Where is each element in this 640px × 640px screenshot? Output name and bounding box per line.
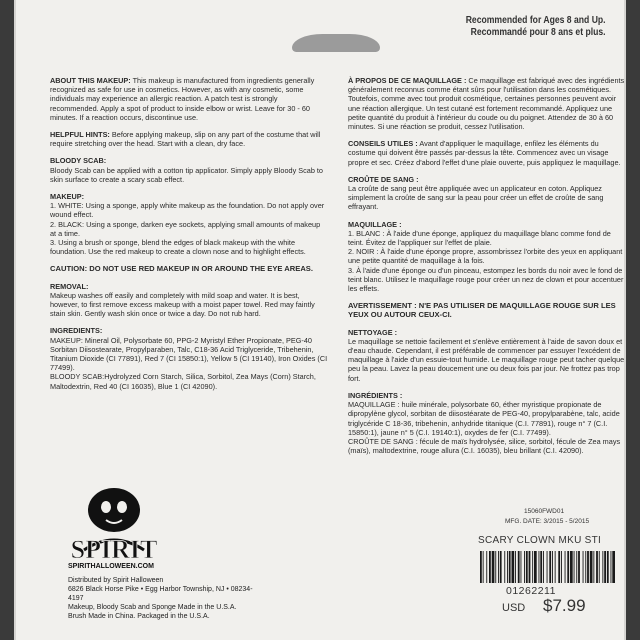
barcode-bar [565, 551, 566, 583]
makeup-step-2-fr: 2. NOIR : À l'aide d'une éponge propre, assombrissez l'orbite des yeux en appliquant une petite quantité de maquillage à la fois. [348, 247, 623, 266]
barcode-bar [543, 551, 544, 583]
ingredients-heading-fr: INGRÉDIENTS : [348, 390, 403, 400]
barcode-bar [583, 551, 584, 583]
scab-heading-fr: CROÛTE DE SANG : [348, 174, 419, 184]
english-column [50, 76, 328, 399]
barcode-bar [483, 551, 484, 583]
brand-url: SPIRITHALLOWEEN.COM [68, 563, 154, 570]
distributor-line-3: Makeup, Bloody Scab and Sponge Made in the U.S.A. [68, 604, 237, 611]
barcode-bar [486, 551, 487, 583]
removal-text: Makeup washes off easily and completely with mild soap and water. It is best, however, to first remove excess makeup with a moist paper towel. Red may faintly stain skin. Gently wash skin once or twice a day. Do not rub hard. [50, 290, 315, 319]
barcode-bar [495, 551, 496, 583]
barcode-bar [489, 551, 491, 583]
makeup-step-3-fr: 3. À l'aide d'une éponge ou d'un pinceau, estompez les bords du noir avec le fond de teint blanc. Utilisez le maquillage rouge pour créer un nez de clown et pour accentuer les effets. [348, 265, 624, 294]
scab-section-fr [348, 175, 626, 212]
barcode-bar [480, 551, 482, 583]
makeup-step-2: 2. BLACK: Using a sponge, darken eye sockets, applying small amounts of makeup at a time. [50, 219, 321, 238]
product-code: 15060FWD01 [524, 508, 565, 515]
barcode-bar [611, 551, 612, 583]
hints-heading-fr: CONSEILS UTILES : [348, 139, 418, 149]
hints-text-fr: Avant d'appliquer le maquillage, enfilez les éléments du costume qui doivent être passés par-dessus la tête. Commencez avec un visage propre et sec. Créez d'abord l'effet d'une plaie ouverte, puis appliquez le maquillage. [348, 139, 621, 167]
barcode-bar [504, 551, 505, 583]
removal-section-fr [348, 328, 626, 383]
makeup-step-3: 3. Using a brush or sponge, blend the edges of black makeup with the white foundation. Use the red makeup to create a clown nose and to highlight effects. [50, 238, 306, 257]
barcode-bar [539, 551, 540, 583]
ingredients-scab-fr: CROÛTE DE SANG : fécule de maïs hydrolysée, silice, sorbitol, fécule de Zea mays (maïs), maltodextrine, rouge allura (C.I. 16035), bleu brillant (C.I. 42090). [348, 436, 621, 456]
barcode-bar [604, 551, 606, 583]
barcode-bar [599, 551, 600, 583]
barcode-bar [558, 551, 560, 583]
distributor-line-2: 6826 Black Horse Pike • Egg Harbor Township, NJ • 08234-4197 [68, 586, 253, 602]
makeup-section-fr [348, 220, 626, 294]
barcode-bar [518, 551, 520, 583]
distributor-info [68, 576, 268, 621]
barcode-bar [612, 551, 615, 583]
makeup-heading-fr: MAQUILLAGE : [348, 219, 402, 229]
barcode-bar [574, 551, 575, 583]
barcode-bar [607, 551, 609, 583]
ingredients-section-fr [348, 391, 626, 455]
hints-section [50, 130, 328, 148]
french-column [348, 76, 626, 463]
distributor-line-4: Brush Made in China. Packaged in the U.S.A. [68, 613, 210, 620]
caution-text-fr: AVERTISSEMENT : N'E PAS UTILISER DE MAQUILLAGE ROUGE SUR LES YEUX OU AUTOUR CEUX-CI. [348, 301, 616, 320]
logo-wordmark: SPIRIT [70, 535, 158, 564]
barcode-bar [590, 551, 593, 583]
barcode-bar [567, 551, 569, 583]
ingredients-heading: INGREDIENTS: [50, 326, 103, 336]
scab-heading: BLOODY SCAB: [50, 156, 107, 166]
barcode-bar [515, 551, 516, 583]
age-recommendation [466, 14, 606, 38]
price-currency: USD [502, 602, 526, 614]
barcode-bar [552, 551, 553, 583]
ingredients-section [50, 326, 328, 390]
scab-text: Bloody Scab can be applied with a cotton tip applicator. Simply apply Bloody Scab to skin surface to create a scary scab effect. [50, 165, 323, 184]
hints-text: Before applying makeup, slip on any part of the costume that will require stretching over the head. Start with a clean, dry face. [50, 130, 321, 149]
barcode-bar [578, 551, 580, 583]
scab-section [50, 156, 328, 184]
barcode-bar [570, 551, 573, 583]
barcode-bar [524, 551, 525, 583]
about-text-fr: Ce maquillage est fabriqué avec des ingrédients généralement reconnus comme étant sûrs pour l'utilisation dans les cosmétiques. Toutefois, comme avec tout produit cosmétique, certaines personnes peuvent avoir une réaction allergique. Un test cutané est fortement recommandé. Appliquez une petite quantité du produit à l'intérieur du coude ou du poignet. Attendez de 30 à 60 minutes. Si une réaction se produit, cessez l'utilisation. [348, 76, 625, 132]
ingredients-makeup: MAKEUP: Mineral Oil, Polysorbate 60, PPG-2 Myristyl Ether Propionate, PEG-40 Sorbitan Diisostearate, Propylparaben, Talc, C18-36 Acid Triglyceride, Tribehenin, Titanium Dioxide (CI 77891), Red 7 (CI 15850:1), Yellow 5 (CI 19140), Iron Oxides (CI 77499). [50, 335, 328, 373]
manufacture-date: MFG. DATE: 3/2015 - 5/2015 [505, 518, 590, 525]
barcode-bar [509, 551, 511, 583]
about-section-fr [348, 76, 626, 131]
barcode-bar [521, 551, 522, 583]
barcode-bar [529, 551, 531, 583]
barcode-bar [587, 551, 589, 583]
barcode-bar [596, 551, 598, 583]
barcode-bar [555, 551, 556, 583]
about-section [50, 76, 328, 122]
makeup-heading: MAKEUP: [50, 192, 85, 202]
about-heading-fr: À PROPOS DE CE MAQUILLAGE : [348, 76, 467, 85]
distributor-line-1: Distributed by Spirit Halloween [68, 577, 164, 584]
barcode [478, 551, 618, 583]
makeup-section [50, 192, 328, 256]
hints-heading: HELPFUL HINTS: [50, 130, 110, 140]
removal-heading-fr: NETTOYAGE : [348, 327, 398, 337]
barcode-bar [593, 551, 594, 583]
removal-section [50, 282, 328, 319]
barcode-bar [526, 551, 528, 583]
ingredients-scab: BLOODY SCAB:Hydrolyzed Corn Starch, Silica, Sorbitol, Zea Mays (Corn) Starch, Maltodextrin, Red 40 (CI 16035), Blue 1 (CI 42090). [50, 372, 316, 391]
makeup-step-1-fr: 1. BLANC : À l'aide d'une éponge, appliquez du maquillage blanc comme fond de teint. Évitez de l'appliquer sur l'effet de plaie. [348, 228, 611, 248]
ingredients-makeup-fr: MAQUILLAGE : huile minérale, polysorbate 60, éther myristique propionate de dipropylène glycol, sorbitan de diisostéarate de PEG-40, propylparabène, talc, acide triglycéride C 18-36, tribehenin, anhydride titanique (C.I. 77891), rouge n° 7 (C.I. 15850:1), jaune n° 5 (C.I. 19140:1), oxydes de fer (C.I. 77499). [348, 400, 620, 437]
package-back-card [14, 0, 626, 640]
barcode-bar [547, 551, 548, 583]
age-recommendation-fr: Recommandé pour 8 ans et plus. [471, 26, 606, 38]
caution-text: CAUTION: DO NOT USE RED MAKEUP IN OR AROUND THE EYE AREAS. [50, 264, 313, 274]
about-heading: ABOUT THIS MAKEUP: [50, 76, 131, 85]
barcode-bar [500, 551, 502, 583]
scab-text-fr: La croûte de sang peut être appliquée avec un applicateur en coton. Appliquez simplement la croûte de sang sur la peau pour créer un effet de croûte de sang effrayant. [348, 184, 604, 212]
hang-hole [292, 34, 380, 52]
hints-section-fr [348, 139, 626, 167]
price-value: $7.99 [543, 596, 586, 615]
barcode-bar [576, 551, 577, 583]
barcode-number: 01262211 [506, 585, 556, 597]
makeup-step-1: 1. WHITE: Using a sponge, apply white makeup as the foundation. Do not apply over wound effect. [50, 201, 325, 220]
age-recommendation-en: Recommended for Ages 8 and Up. [466, 14, 606, 26]
barcode-bar [585, 551, 586, 583]
removal-text-fr: Le maquillage se nettoie facilement et s'enlève entièrement à l'aide de savon doux et d'eau chaude. Cependant, il est préférable de commencer par essuyer l'excédent de maquillage à l'aide d'un essuie-tout humide. Le maquillage rouge peut tacher quelque peu la peau. Lavez la peau doucement une ou deux fois par jour. Ne frottez pas trop fort. [348, 336, 625, 383]
ghost-head-icon [88, 488, 140, 532]
barcode-bar [602, 551, 603, 583]
product-name: SCARY CLOWN MKU STI [478, 535, 602, 546]
barcode-bar [540, 551, 542, 583]
barcode-bar [492, 551, 495, 583]
barcode-bar [498, 551, 499, 583]
about-text: This makeup is manufactured from ingredients generally recognized as safe for use in cosmetics. However, as with any cosmetic, some individuals may experience an allergic reaction. A patch test is strongly recommended. Apply a spot of product to inside elbow or wrist. Leave for 30 - 60 minutes. If a reaction occurs, discontinue use. [50, 76, 315, 122]
barcode-bar [532, 551, 533, 583]
barcode-bar [561, 551, 562, 583]
barcode-bar [534, 551, 537, 583]
barcode-bar [549, 551, 551, 583]
barcode-bar [507, 551, 508, 583]
removal-heading: REMOVAL: [50, 281, 89, 291]
barcode-bar [512, 551, 515, 583]
